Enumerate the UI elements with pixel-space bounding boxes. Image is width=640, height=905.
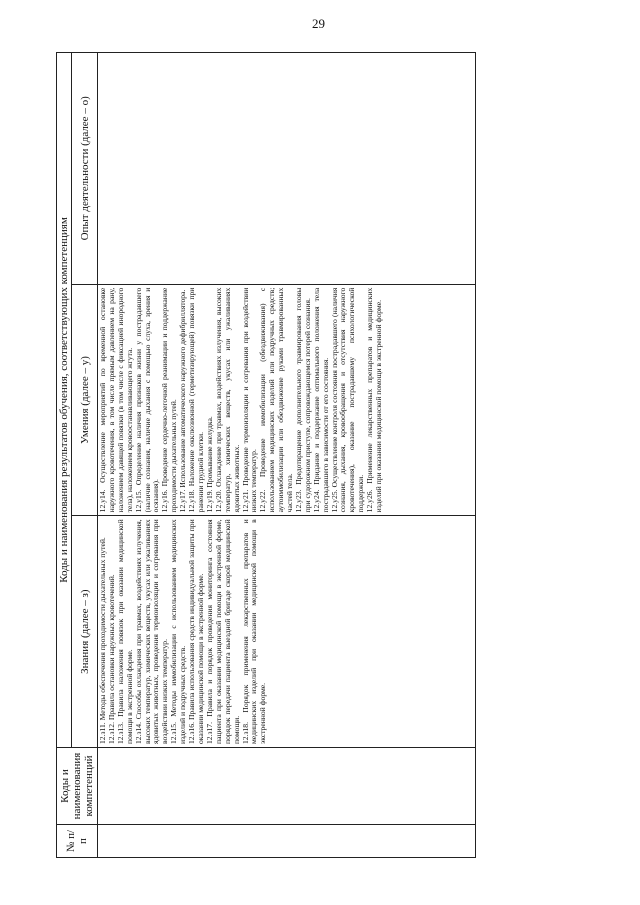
skill-item: 12.у24. Придание и поддержание оптимального положения тела пострадавшего в зависимости от его состояния.: [311, 287, 330, 513]
skill-item: 12.у15. Определение наличия признаков жизни у пострадавшего (наличие сознания, наличие дыхания с помощью слуха, зрения и осязания).: [133, 287, 161, 513]
skill-item: 12.у19. Промывание желудка.: [204, 416, 214, 513]
cell-experience: [98, 53, 476, 285]
knowledge-item: 12.з11. Методы обеспечения проходимости дыхательных путей.: [98, 537, 107, 744]
header-num: № п/п: [57, 825, 98, 858]
cell-knowledge: [98, 516, 476, 748]
skill-item: 12.у14. Осуществление мероприятий по временной остановке наружного кровотечения, в том числе прямым давлением на рану, наложением давящей повязки (в том числе с фиксацией инородного тела), наложением кровоостанавливающего жгута.: [98, 287, 134, 513]
knowledge-item: 12.з15. Методы иммобилизации с использованием медицинских изделий и подручных средств.: [169, 519, 188, 744]
knowledge-item: 12.з18. Порядок применения лекарственных препаратов и медицинских изделий при оказании медицинской помощи в экстренной форме.: [240, 519, 268, 744]
skill-item: 12.у22. Проведение иммобилизации (обездвиживания) с использованием медицинских изделий или подручных средств; аутоиммобилизации или обездвижение руками травмированных частей тела.: [258, 287, 295, 513]
page-number: 29: [312, 16, 325, 31]
skill-item: 12.у17. Использование автоматического наружного дефибриллятора.: [178, 289, 188, 513]
header-experience: Опыт деятельности (далее – о): [72, 53, 98, 285]
skill-item: 12.у25. Осуществление контроля состояния пострадавшего (наличия сознания, дыхания, кровообращения и отсутствия наружного кровотечения), оказание пострадавшему психологической поддержки.: [329, 287, 366, 513]
knowledge-item: 12.з17. Правила и порядок проведения мониторинга состояния пациента при оказании медицинской помощи в экстренной форме, порядок передачи пациента выездной бригаде скорой медицинской помощи.: [204, 519, 241, 744]
competency-table: [56, 52, 476, 858]
knowledge-item: 12.з16. Правила использования средств индивидуальной защиты при оказании медицинской помощи в экстренной форме.: [187, 519, 205, 744]
skill-item: 12.у26. Применение лекарственных препаратов и медицинских изделий при оказании медицинской помощи в экстренной форме.: [365, 287, 384, 513]
skill-item: 12.у20. Охлаждение при травмах, воздействиях излучения, высоких температур, химических веществ, укусах или ужаливаниях ядовитых животных.: [213, 287, 241, 513]
header-skills: Умения (далее – у): [72, 284, 98, 516]
header-knowledge: Знания (далее – з): [72, 516, 98, 748]
cell-skills: [98, 284, 476, 516]
cell-num: [98, 825, 476, 858]
skill-item: 12.у16. Проведение сердечно-легочной реанимации и поддержание проходимости дыхательных путей.: [160, 287, 179, 513]
rotated-table-container: [56, 52, 476, 858]
skill-item: 12.у21. Проведение термоизоляции и согревания при воздействии низких температур.: [240, 287, 259, 513]
knowledge-item: 12.з14. Способы охлаждения при травмах, воздействиях излучения, высоких температур, химических веществ, укусах или ужаливаниях ядовитых животных, проведения термоизоляции и согревания при воздействии низких температур.: [133, 519, 170, 744]
skill-item: 12.у23. Предотвращение дополнительного травмирования головы при судорожном приступе, сопровождающемся потерей сознания.: [293, 287, 312, 513]
knowledge-item: 12.з12. Правила остановки наружных кровотечений.: [106, 574, 116, 744]
header-results-group: Коды и наименования результатов обучения, соответствующих компетенциям: [57, 53, 72, 748]
cell-codes: [98, 748, 476, 825]
skill-item: 12.у18. Наложение окклюзионной (герметизирующей) повязки при ранении грудной клетки.: [187, 287, 205, 513]
knowledge-item: 12.з13. Правила наложения повязок при оказании медицинской помощи в экстренной форме.: [115, 519, 134, 744]
header-codes: Коды и наименования компетенций: [57, 748, 98, 825]
